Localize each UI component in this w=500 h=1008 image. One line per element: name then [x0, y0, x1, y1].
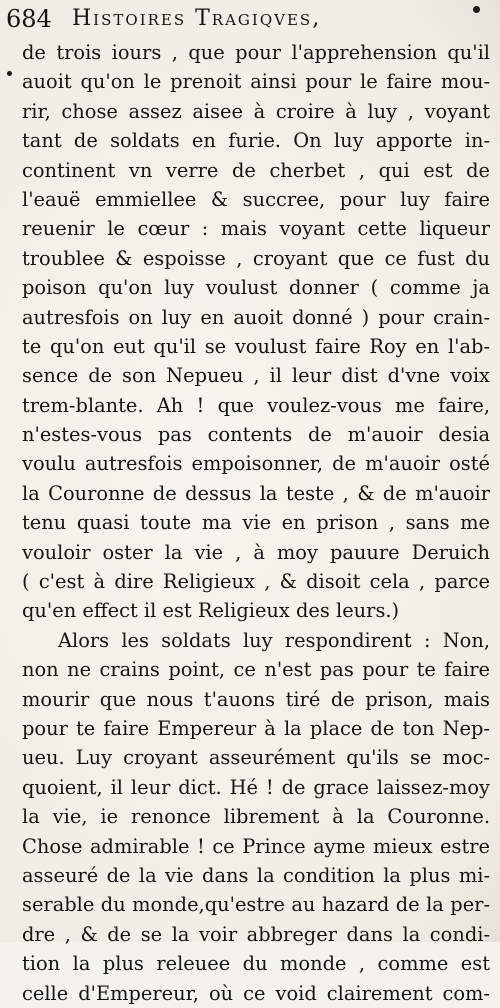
paragraph-start-line: Alors les soldats luy respondirent : Non,	[58, 628, 490, 652]
running-title: Histoires Tragiqves,	[72, 6, 322, 31]
body-text	[22, 38, 490, 1008]
text-line: non ne crains point, ce n'est pas pour te faire	[22, 658, 490, 682]
text-line: continent vn verre de cherbet , qui est de	[22, 158, 490, 182]
page-number: 684	[6, 5, 52, 33]
text-line: rir, chose assez aisee à croire à luy , voyant	[22, 99, 490, 123]
ink-spot	[473, 6, 480, 13]
text-line: autresfois on luy en auoit donné ) pour crain-	[22, 305, 490, 329]
text-line: sence de son Nepueu , il leur dist d'vne voix	[22, 364, 490, 388]
text-line: troublee & espoisse , croyant que ce fust du	[22, 246, 490, 270]
text-line: la Couronne de dessus la teste , & de m'auoir	[22, 481, 490, 505]
text-line: la vie, ie renonce librement à la Couronne.	[22, 805, 490, 829]
text-line: l'eauë emmiellee & succree, pour luy faire	[22, 187, 490, 211]
text-line: asseuré de la vie dans la condition la plus mi-	[22, 863, 490, 887]
text-line: voulu autresfois empoisonner, de m'auoir osté	[22, 452, 490, 476]
text-line: de trois iours , que pour l'apprehension qu'il	[22, 41, 490, 64]
text-line: ueu. Luy croyant asseurément qu'ils se moc-	[22, 746, 490, 770]
text-line: auoit qu'on le prenoit ainsi pour le faire mou-	[22, 70, 490, 94]
text-line: tion la plus releuee du monde , comme est	[22, 952, 490, 976]
text-line: serable du monde,qu'estre au hazard de la per-	[22, 893, 490, 917]
text-line: ( c'est à dire Religieux , & disoit cela , parce	[22, 570, 490, 594]
text-line: trem-blante. Ah ! que voulez-vous me faire,	[22, 393, 490, 417]
margin-mark	[7, 71, 12, 76]
text-line: pour te faire Empereur à la place de ton Nep-	[22, 716, 490, 740]
text-line: quoient, il leur dict. Hé ! de grace laissez-moy	[22, 775, 490, 799]
page-header	[6, 4, 494, 34]
text-line: qu'en effect il est Religieux des leurs.)	[22, 599, 400, 623]
text-line: mourir que nous t'auons tiré de prison, mais	[22, 687, 490, 711]
text-line: tant de soldats en furie. On luy apporte in-	[22, 129, 490, 153]
text-line: Chose admirable ! ce Prince ayme mieux estre	[22, 834, 490, 858]
text-line: vouloir oster la vie , à moy pauure Deruich	[22, 540, 490, 564]
text-line: n'estes-vous pas contents de m'auoir desia	[22, 423, 490, 447]
text-line: celle d'Empereur, où ce void clairement com-	[22, 981, 490, 1005]
text-line: dre , & de se la voir abbreger dans la condi-	[22, 922, 490, 946]
text-line: te qu'on eut qu'il se voulust faire Roy en l'ab-	[22, 334, 490, 358]
text-line: poison qu'on luy voulust donner ( comme ja	[22, 276, 490, 300]
text-line: tenu quasi toute ma vie en prison , sans me	[22, 511, 490, 535]
text-line: reuenir le cœur : mais voyant cette liqueur	[22, 217, 490, 241]
